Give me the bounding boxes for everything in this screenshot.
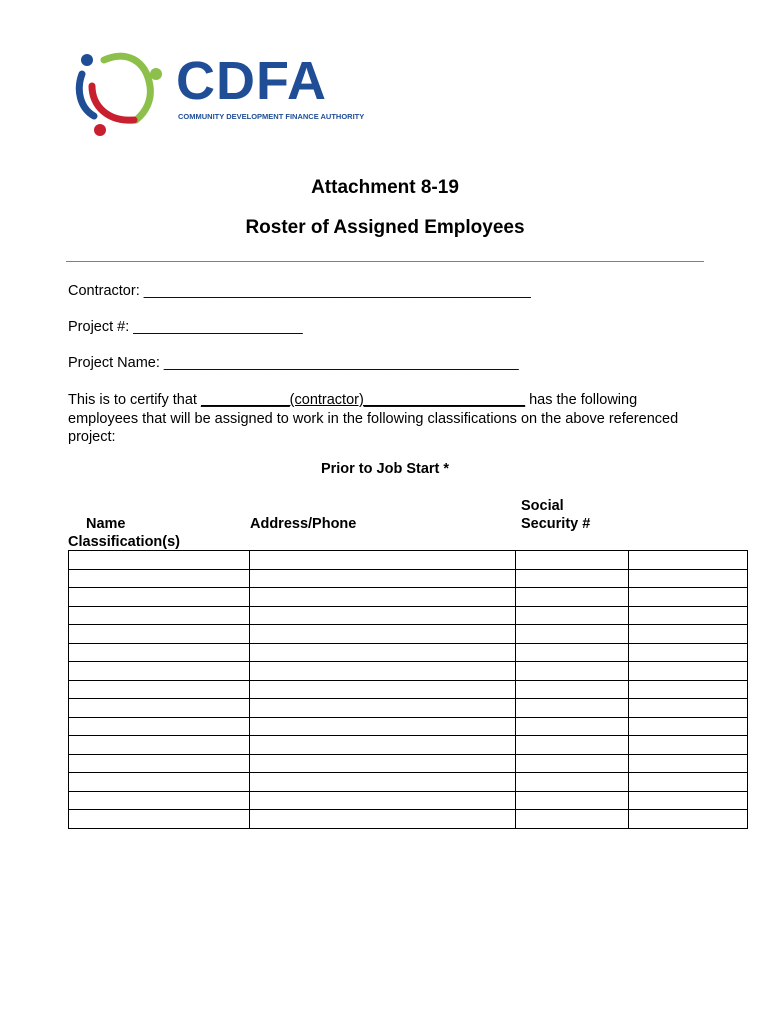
table-row (69, 717, 748, 736)
table-row (69, 625, 748, 644)
table-cell[interactable] (249, 662, 516, 681)
table-cell[interactable] (629, 643, 748, 662)
table-cell[interactable] (69, 606, 250, 625)
table-cell[interactable] (249, 569, 516, 588)
column-header-ssn-line1: Social (521, 498, 564, 514)
table-row (69, 791, 748, 810)
table-cell[interactable] (249, 699, 516, 718)
table-cell[interactable] (629, 791, 748, 810)
table-cell[interactable] (69, 662, 250, 681)
table-cell[interactable] (629, 606, 748, 625)
table-cell[interactable] (249, 717, 516, 736)
column-header-name (68, 515, 180, 551)
table-row (69, 736, 748, 755)
cdfa-logo-mark-icon (74, 50, 170, 142)
table-cell[interactable] (516, 773, 629, 792)
table-cell[interactable] (69, 551, 250, 570)
table-cell[interactable] (249, 810, 516, 829)
table-cell[interactable] (249, 791, 516, 810)
table-cell[interactable] (629, 680, 748, 699)
table-cell[interactable] (516, 680, 629, 699)
table-cell[interactable] (516, 791, 629, 810)
table-cell[interactable] (629, 754, 748, 773)
table-cell[interactable] (629, 662, 748, 681)
table-row (69, 754, 748, 773)
table-cell[interactable] (629, 551, 748, 570)
table-row (69, 699, 748, 718)
certification-paragraph (68, 391, 708, 447)
table-cell[interactable] (516, 754, 629, 773)
certify-suffix: has the following employees that will be assigned to work in the following classifications on the above referenced project: (68, 392, 679, 445)
table-cell[interactable] (69, 736, 250, 755)
project-name-field: Project Name: ____________________________________________ (68, 355, 519, 371)
table-row (69, 680, 748, 699)
table-cell[interactable] (249, 551, 516, 570)
table-row (69, 643, 748, 662)
prior-to-job-start-label: Prior to Job Start * (320, 461, 450, 477)
table-cell[interactable] (249, 606, 516, 625)
cdfa-logo (74, 50, 364, 142)
table-cell[interactable] (69, 643, 250, 662)
table-cell[interactable] (249, 625, 516, 644)
column-header-ssn-line2: Security # (521, 516, 591, 532)
table-cell[interactable] (516, 551, 629, 570)
table-row (69, 606, 748, 625)
table-cell[interactable] (516, 606, 629, 625)
header-divider (66, 261, 704, 262)
roster-table-body (69, 551, 748, 829)
table-cell[interactable] (249, 754, 516, 773)
table-cell[interactable] (516, 625, 629, 644)
column-header-address: Address/Phone (250, 516, 357, 532)
table-cell[interactable] (69, 625, 250, 644)
table-cell[interactable] (249, 736, 516, 755)
table-cell[interactable] (629, 773, 748, 792)
table-cell[interactable] (629, 588, 748, 607)
table-cell[interactable] (516, 569, 629, 588)
certify-contractor-blank: ___________(contractor)____________________ (200, 392, 526, 408)
employee-roster-table (68, 550, 748, 829)
table-row (69, 773, 748, 792)
table-cell[interactable] (69, 754, 250, 773)
table-cell[interactable] (516, 643, 629, 662)
table-row (69, 662, 748, 681)
table-cell[interactable] (69, 810, 250, 829)
table-cell[interactable] (516, 662, 629, 681)
table-cell[interactable] (69, 680, 250, 699)
table-cell[interactable] (69, 717, 250, 736)
table-cell[interactable] (516, 717, 629, 736)
table-cell[interactable] (69, 588, 250, 607)
project-number-field: Project #: _____________________ (68, 319, 303, 335)
table-cell[interactable] (69, 773, 250, 792)
table-cell[interactable] (69, 791, 250, 810)
table-cell[interactable] (516, 736, 629, 755)
table-cell[interactable] (629, 625, 748, 644)
table-cell[interactable] (629, 717, 748, 736)
table-cell[interactable] (69, 569, 250, 588)
table-row (69, 551, 748, 570)
table-cell[interactable] (249, 680, 516, 699)
column-header-ssn (521, 497, 611, 533)
document-title: Attachment 8-19 (311, 177, 459, 198)
table-cell[interactable] (69, 699, 250, 718)
table-cell[interactable] (249, 773, 516, 792)
logo-wordmark: CDFA (176, 51, 327, 111)
table-row (69, 810, 748, 829)
document-subtitle: Roster of Assigned Employees (245, 217, 525, 238)
table-cell[interactable] (249, 643, 516, 662)
logo-subtitle: COMMUNITY DEVELOPMENT FINANCE AUTHORITY (178, 112, 365, 121)
contractor-field: Contractor: ________________________________________________ (68, 283, 531, 299)
table-cell[interactable] (516, 588, 629, 607)
table-cell[interactable] (629, 736, 748, 755)
table-cell[interactable] (516, 810, 629, 829)
certify-prefix: This is to certify that (68, 392, 201, 408)
table-cell[interactable] (249, 588, 516, 607)
table-cell[interactable] (629, 810, 748, 829)
table-cell[interactable] (516, 699, 629, 718)
column-header-name-line2: Classification(s) (68, 534, 180, 550)
table-row (69, 588, 748, 607)
table-cell[interactable] (629, 569, 748, 588)
column-header-name-line1: Name (86, 516, 126, 532)
table-row (69, 569, 748, 588)
table-cell[interactable] (629, 699, 748, 718)
